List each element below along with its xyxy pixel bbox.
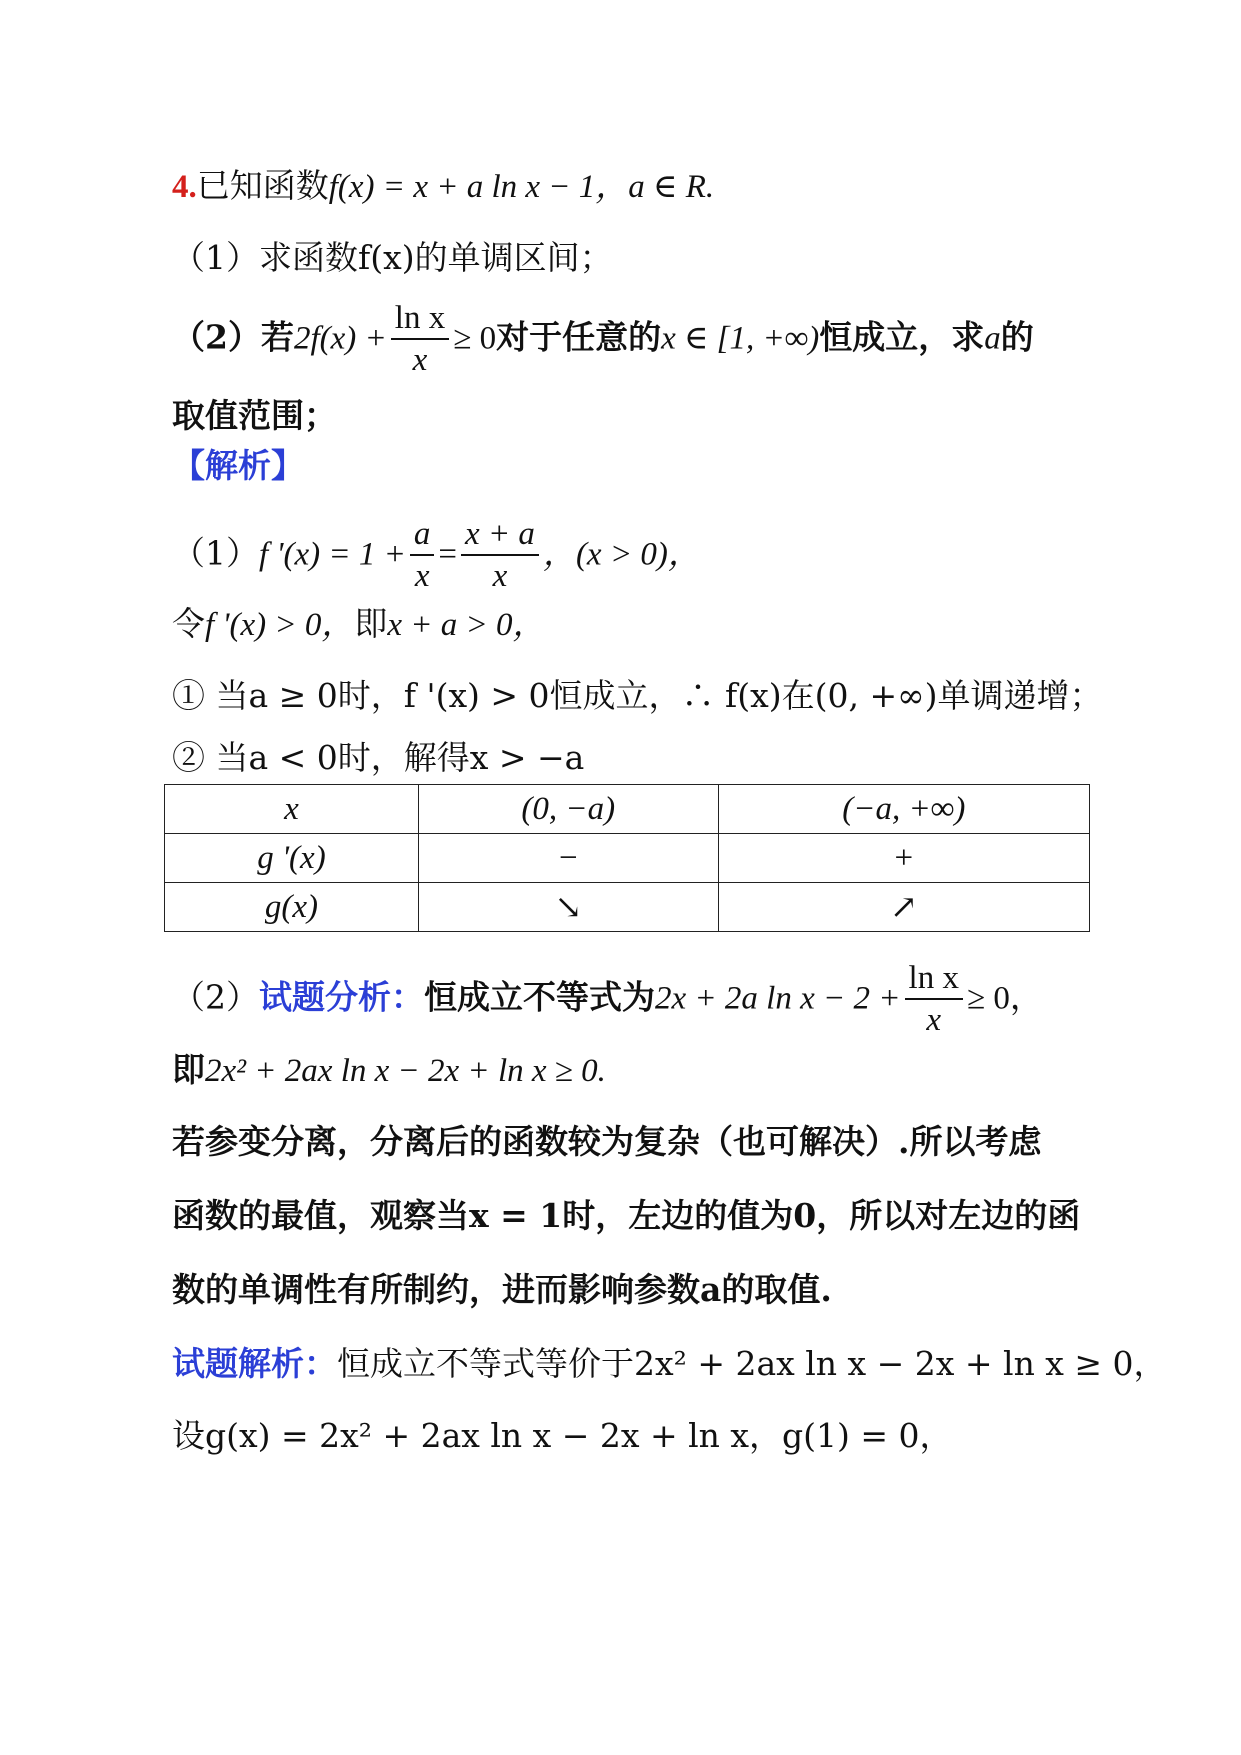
analysis-paragraph-line-2: 函数的最值，观察当x = 1时，左边的值为0，所以对左边的函 <box>172 1196 1081 1235</box>
decreasing-arrow-icon: ↘ <box>418 883 718 932</box>
increasing-arrow-icon: ↗ <box>718 883 1089 932</box>
table-cell: x <box>165 785 419 834</box>
fraction-ln-x-over-x: $\frac{\text{ln x}}{x}$ <box>905 960 963 1039</box>
part-2-analysis: （2）试题分析：恒成立不等式为2x + 2a ln x − 2 + $\frac{\text{ln x}}{x}$ ≥ 0， <box>172 960 1043 1039</box>
table-cell: − <box>418 834 718 883</box>
solution-detail: 试题解析：恒成立不等式等价于2x² + 2ax ln x − 2x + ln x ≥ 0， <box>172 1344 1167 1383</box>
fraction-x-plus-a-over-x: $\frac{x + a}{x}$ <box>461 516 539 595</box>
table-cell: + <box>718 834 1089 883</box>
part-2-question: （2）若2f(x) + $\frac{\text{ln x}}{x}$ ≥ 0对于任意的x ∈ [1, +∞)恒成立，求a的 <box>172 300 1034 379</box>
function-definition: f(x) = x + a ln x − 1，a ∈ R. <box>328 169 715 205</box>
define-g: 设g(x) = 2x² + 2ax ln x − 2x + ln x，g(1) = 0， <box>172 1416 953 1455</box>
case-2: ② 当a < 0时，解得x > −a <box>172 738 585 777</box>
table-cell: (−a, +∞) <box>718 785 1089 834</box>
table-cell: (0, −a) <box>418 785 718 834</box>
table-cell: g '(x) <box>165 834 419 883</box>
problem-stem <box>172 164 714 209</box>
solution-step-2: 令f '(x) > 0，即x + a > 0， <box>172 604 546 643</box>
fraction-a-over-x: $\frac{a}{x}$ <box>410 516 435 595</box>
equivalent-inequality: 即2x² + 2ax ln x − 2x + ln x ≥ 0. <box>172 1050 606 1089</box>
table-cell: g(x) <box>165 883 419 932</box>
part-1-question: （1）求函数f(x)的单调区间； <box>172 238 613 277</box>
analysis-paragraph-line-3: 数的单调性有所制约，进而影响参数a的取值. <box>172 1270 832 1309</box>
table-row <box>165 834 1090 883</box>
problem-number: 4. <box>172 169 197 205</box>
sign-table <box>164 784 1090 932</box>
fraction-ln-x-over-x: $\frac{\text{ln x}}{x}$ <box>391 300 449 379</box>
solution-step-1: （1）f '(x) = 1 + $\frac{a}{x}$ = $\frac{x + a}{x}$ ，(x > 0)， <box>172 516 701 595</box>
case-1: ① 当a ≥ 0时，f '(x) > 0恒成立，∴ f(x)在(0, +∞)单调递增； <box>172 676 1103 715</box>
solution-header: 【解析】 <box>172 446 304 485</box>
analysis-paragraph-line-1: 若参变分离，分离后的函数较为复杂（也可解决）.所以考虑 <box>172 1122 1042 1161</box>
table-header-row <box>165 785 1090 834</box>
stem-text: 已知函数 <box>196 166 329 205</box>
table-row <box>165 883 1090 932</box>
part-2-question-line2: 取值范围； <box>172 396 337 435</box>
